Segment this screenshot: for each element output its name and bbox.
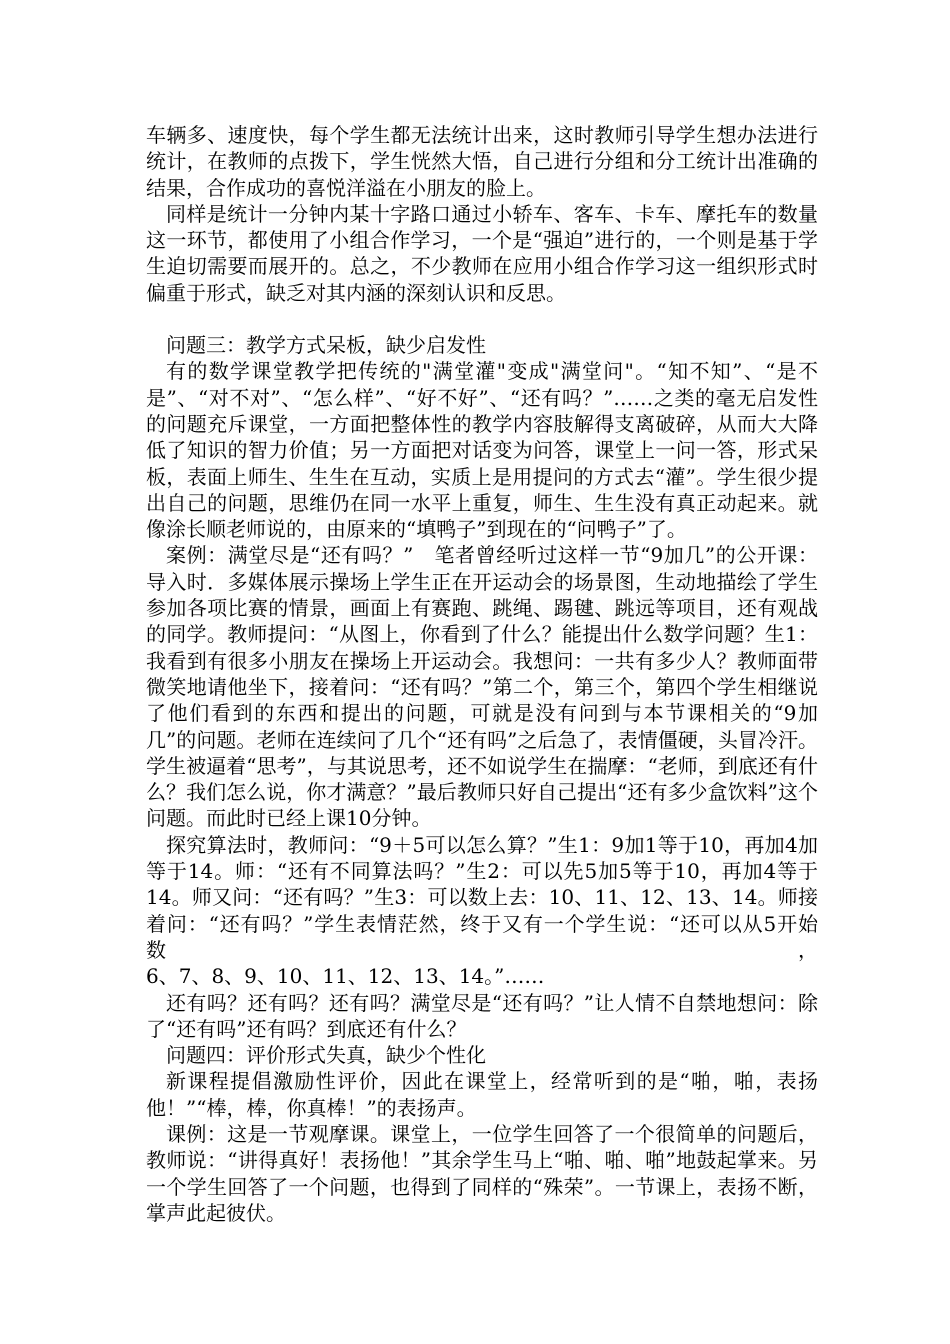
paragraph-incentive-evaluation: 新课程提倡激励性评价，因此在课堂上，经常听到的是“啪，啪，表扬他！”“棒，棒，你真棒！”的表扬声。 (146, 1069, 818, 1120)
paragraph-spacer (146, 306, 818, 332)
paragraph-comparison-summary: 同样是统计一分钟内某十字路口通过小轿车、客车、卡车、摩托车的数量这一环节，都使用了小组合作学习，一个是“强迫”进行的，一个则是基于学生迫切需要而展开的。总之，不少教师在应用小组合作学习这一组织形式时偏重于形式，缺乏对其内涵的深刻认识和反思。 (146, 201, 818, 305)
paragraph-exploring-algorithms: 探究算法时，教师问：“9＋5可以怎么算？”生1：9加1等于10，再加4加等于14。师：“还有不同算法吗？”生2：可以先5加5等于10，再加4等于14。师又问：“还有吗？”生3：可以数上去：10、11、12、13、14。师接着问：“还有吗？”学生表情茫然，终于又有一个学生说：“还可以从5开始数， (146, 832, 818, 962)
paragraph-case-anything-else: 案例：满堂尽是“还有吗？” 笔者曾经听过这样一节“9加几”的公开课：导入时．多媒体展示操场上学生正在开运动会的场景图，生动地描绘了学生参加各项比赛的情景，画面上有赛跑、跳绳、踢毽、跳远等项目，还有观战的同学。教师提问：“从图上，你看到了什么？能提出什么数学问题？生1：我看到有很多小朋友在操场上开运动会。我想问：一共有多少人？教师面带微笑地请他坐下，接着问：“还有吗？”第二个，第三个，第四个学生相继说了他们看到的东西和提出的问题，可就是没有问到与本节课相关的“9加几”的问题。老师在连续问了几个“还有吗”之后急了，表情僵硬，头冒冷汗。学生被逼着“思考”，与其说思考，还不如说学生在揣摩：“老师，到底还有什么？我们怎么说，你才满意？”最后教师只好自己提出“还有多少盒饮料”这个问题。而此时已经上课10分钟。 (146, 543, 818, 831)
paragraph-observation-lesson: 课例：这是一节观摩课。课堂上，一位学生回答了一个很简单的问题后，教师说：“讲得真好！表扬他！”其余学生马上“啪、啪、啪”地鼓起掌来。另一个学生回答了一个问题，也得到了同样的“殊荣”。一节课上，表扬不断，掌声此起彼伏。 (146, 1121, 818, 1225)
paragraph-full-questioning: 有的数学课堂教学把传统的"满堂灌"变成"满堂问"。“知不知”、“是不是”、“对不对”、“怎么样”、“好不好”、“还有吗？”……之类的毫无启发性的问题充斥课堂，一方面把整体性的教学内容肢解得支离破碎，从而大大降低了知识的智力价值；另一方面把对话变为问答，课堂上一问一答，形式呆板，表面上师生、生生在互动，实质上是用提问的方式去“灌”。学生很少提出自己的问题，思维仍在同一水平上重复，师生、生生没有真正动起来。就像涂长顺老师说的，由原来的“填鸭子”到现在的“问鸭子”了。 (146, 359, 818, 542)
heading-problem-four: 问题四：评价形式失真，缺少个性化 (166, 1043, 486, 1068)
paragraph-anything-else-reflection: 还有吗？还有吗？还有吗？满堂尽是“还有吗？”让人情不自禁地想问：除了“还有吗”还有吗？到底还有什么？ (146, 990, 818, 1041)
heading-problem-three: 问题三：教学方式呆板，缺少启发性 (166, 333, 486, 358)
paragraph-statistics-continued: 车辆多、速度快，每个学生都无法统计出来，这时教师引导学生想办法进行统计，在教师的点拨下，学生恍然大悟，自己进行分组和分工统计出准确的结果，合作成功的喜悦洋溢在小朋友的脸上。 (146, 123, 818, 200)
document-body (146, 122, 818, 1226)
paragraph-counting-sequence: 6、7、8、9、10、11、12、13、14。”…… (146, 964, 545, 989)
